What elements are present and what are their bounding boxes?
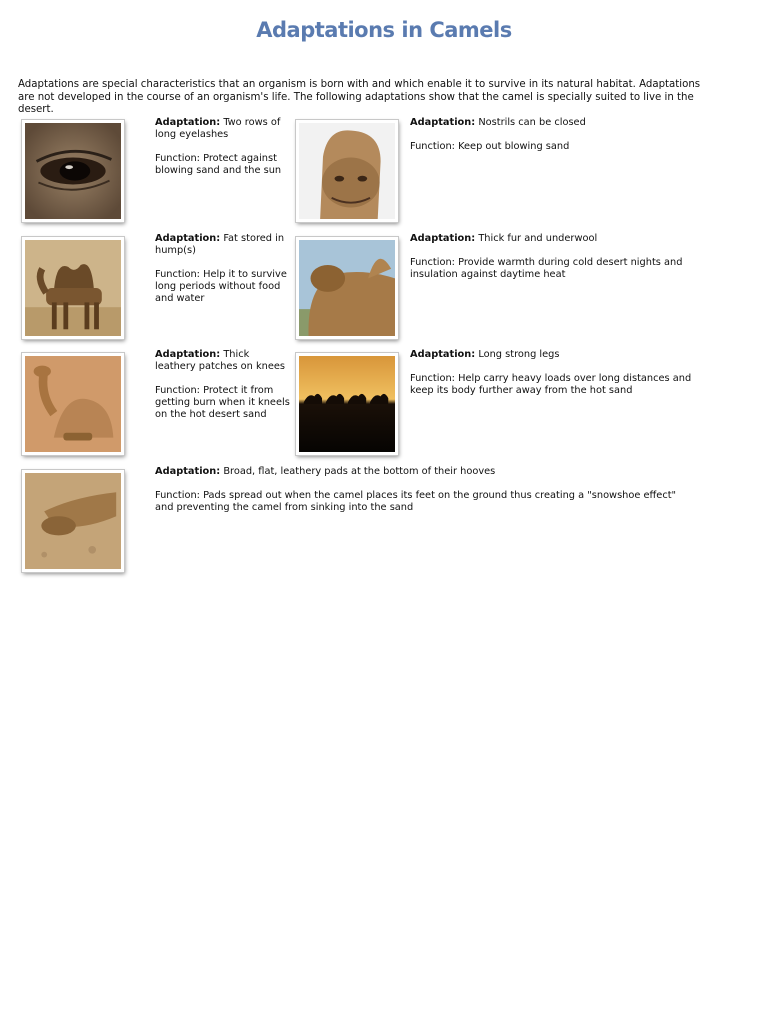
adaptation-label: Adaptation: <box>410 233 476 244</box>
camel-eye-photo <box>22 120 124 222</box>
adaptation-label: Adaptation: <box>410 349 476 360</box>
adaptation-label: Adaptation: <box>155 466 221 477</box>
function-text: Function: Keep out blowing sand <box>410 141 570 152</box>
item-1-description <box>410 117 700 165</box>
adaptation-text: Two rows of long eyelashes <box>155 117 281 140</box>
adaptation-text: Long strong legs <box>478 349 560 360</box>
adaptation-text: Thick fur and underwool <box>478 233 598 244</box>
furry-camel-photo <box>296 237 398 339</box>
function-text: Function: Pads spread out when the camel places its feet on the ground thus creating a "snowshoe effect" and preventing the camel from sinking into the sand <box>155 490 677 513</box>
caravan-sunset-photo <box>296 353 398 455</box>
function-text: Function: Provide warmth during cold desert nights and insulation against daytime heat <box>410 257 683 280</box>
function-text: Function: Protect it from getting burn when it kneels on the hot desert sand <box>155 385 290 420</box>
item-6-description <box>155 466 695 526</box>
camel-face-photo <box>296 120 398 222</box>
adaptation-text: Thick leathery patches on knees <box>155 349 286 372</box>
function-text: Function: Protect against blowing sand and the sun <box>155 153 282 176</box>
intro-paragraph: Adaptations are special characteristics that an organism is born with and which enable it to survive in its natural habitat. Adaptations are not developed in the course of an organism's life. The following adaptations show that the camel is specially suited to live in the desert. <box>18 79 701 115</box>
adaptation-label: Adaptation: <box>410 117 476 128</box>
item-3-description <box>410 233 700 293</box>
item-0-description <box>155 117 290 189</box>
kneeling-camel-photo <box>22 353 124 455</box>
item-2-description <box>155 233 290 317</box>
function-text: Function: Help carry heavy loads over long distances and keep its body further away from the hot sand <box>410 373 692 396</box>
page-title: Adaptations in Camels <box>256 18 512 42</box>
camel-hoof-photo <box>22 470 124 572</box>
adaptation-label: Adaptation: <box>155 117 221 128</box>
function-text: Function: Help it to survive long periods without food and water <box>155 269 287 304</box>
bactrian-camel-photo <box>22 237 124 339</box>
item-4-description <box>155 349 290 433</box>
adaptation-text: Broad, flat, leathery pads at the bottom of their hooves <box>223 466 496 477</box>
adaptation-label: Adaptation: <box>155 349 221 360</box>
item-5-description <box>410 349 700 409</box>
adaptation-label: Adaptation: <box>155 233 221 244</box>
adaptation-text: Nostrils can be closed <box>478 117 586 128</box>
adaptation-text: Fat stored in hump(s) <box>155 233 285 256</box>
